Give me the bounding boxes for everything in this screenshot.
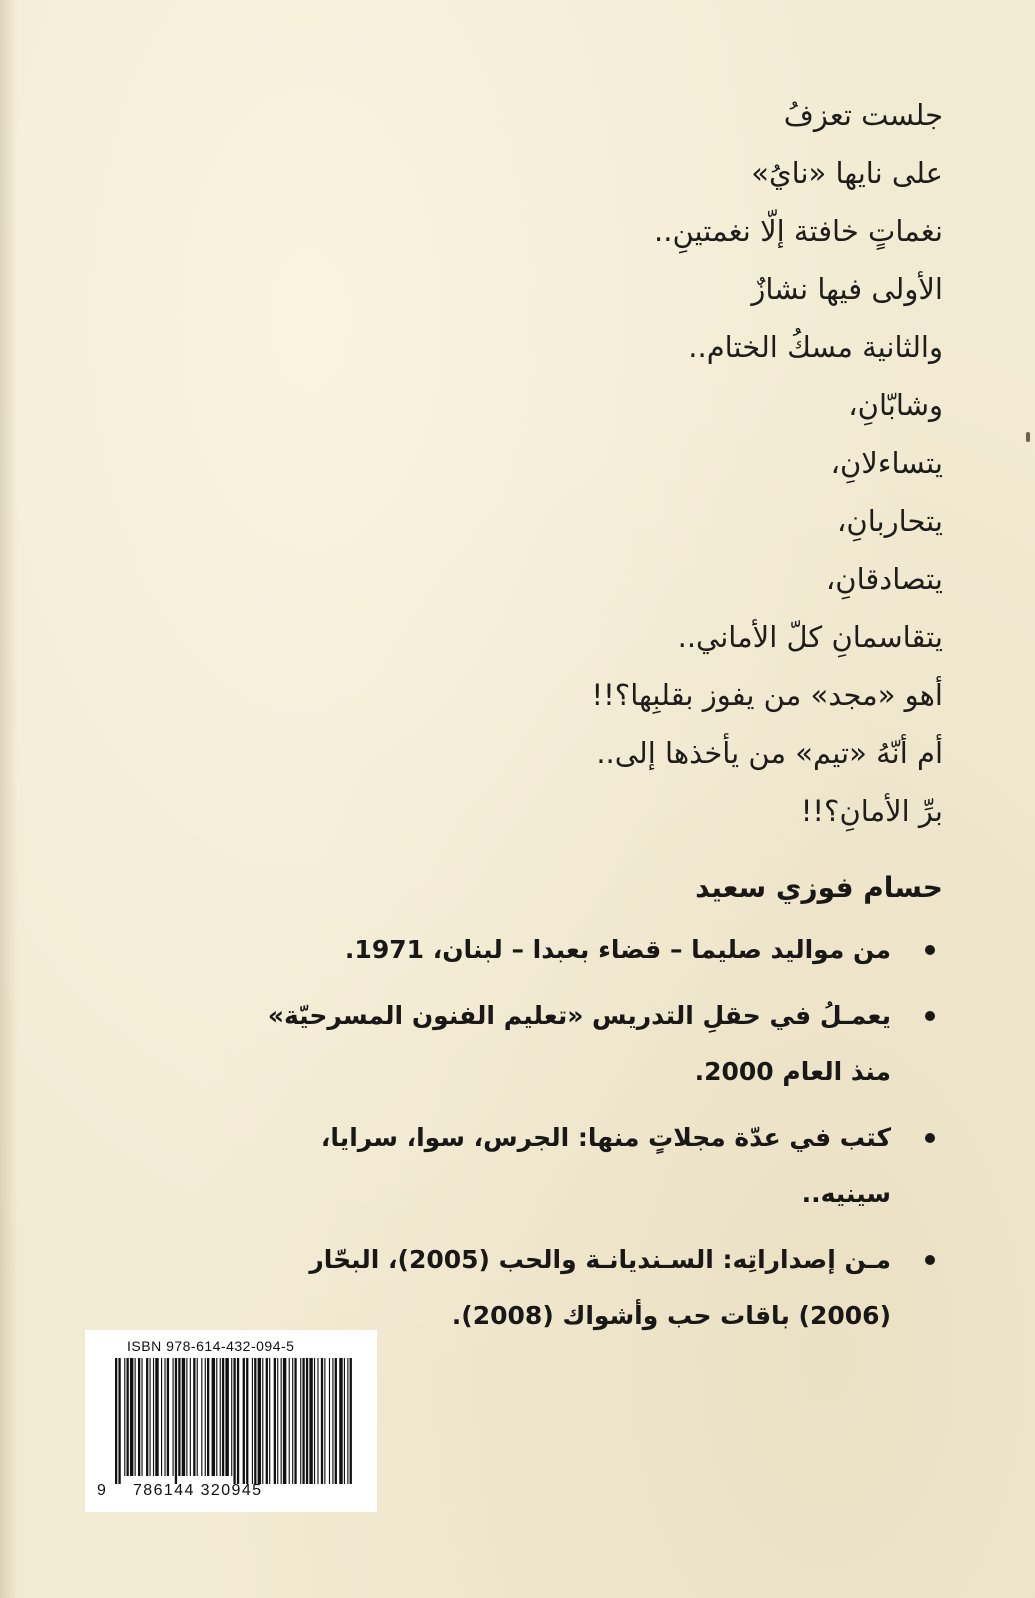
barcode-bar [190, 1358, 191, 1476]
bio-item [223, 922, 943, 978]
barcode-bar [332, 1358, 333, 1484]
barcode-bar [274, 1358, 276, 1484]
barcode-bar [175, 1358, 177, 1484]
poem-line: برِّ الأمانِ؟!! [800, 794, 943, 828]
barcode-bar [138, 1358, 140, 1476]
barcode-bar [193, 1358, 195, 1476]
barcode-bar [118, 1358, 120, 1484]
barcode-bar [314, 1358, 315, 1484]
barcode-bar [164, 1358, 165, 1476]
barcode-bar [309, 1358, 312, 1484]
poem-line: على نايها «نايُ» [751, 156, 943, 190]
barcode-bar [141, 1358, 142, 1476]
poem-line: يتحاربانِ، [837, 504, 943, 538]
bullet-icon [925, 1011, 935, 1021]
author-name: حسام فوزي سعيد [695, 871, 943, 904]
barcode-bar [115, 1358, 117, 1484]
barcode-bar [281, 1358, 282, 1484]
barcode-bar [335, 1358, 337, 1484]
barcode-bar [146, 1358, 148, 1476]
barcode-bar [266, 1358, 268, 1484]
barcode-bar [216, 1358, 217, 1476]
barcode-bar [237, 1358, 239, 1484]
barcode-digit-group: 786144 320945 [133, 1482, 263, 1499]
poem-line: يتصادقانِ، [825, 562, 943, 596]
barcode-bar [207, 1358, 209, 1476]
poem-line: جلست تعزفُ [783, 98, 943, 132]
barcode-bar [186, 1358, 187, 1476]
poem-line: يتقاسمانِ كلّ الأماني.. [677, 620, 943, 654]
barcode-bar [233, 1358, 235, 1484]
barcode-bar [127, 1358, 129, 1476]
barcode-digits [97, 1482, 369, 1504]
poem-line: وشابّانِ، [848, 388, 943, 422]
poem-line: أهو «مجد» من يفوز بقلبِها؟!! [591, 678, 943, 712]
barcode-bar [321, 1358, 323, 1484]
bio-item-text: من مواليد صليما – قضاء بعبدا – لبنان، 1971. [344, 935, 891, 964]
barcode-bar [130, 1358, 133, 1476]
author-bio [223, 860, 943, 1354]
bio-item [223, 1110, 943, 1222]
barcode-bar [167, 1358, 169, 1476]
poem-line: الأولى فيها نشازٌ [751, 272, 943, 306]
isbn-label: ISBN 978-614-432-094-5 [127, 1338, 295, 1354]
barcode-bar [243, 1358, 245, 1484]
bio-item-text: مـن إصداراتِه: السـنديانـة والحب (2005)، البحّار (2006) باقات حب وأشواك (2008). [309, 1245, 891, 1330]
edge-mark [1026, 432, 1030, 442]
barcode-bar [292, 1358, 293, 1484]
barcode-bar [339, 1358, 342, 1484]
barcode-bar [347, 1358, 348, 1484]
bio-item-text: كتب في عدّة مجلاتٍ منها: الجرس، سوا، سرايا، سينيه.. [320, 1123, 891, 1208]
barcode-bar [150, 1358, 151, 1476]
poem-line: يتساءلانِ، [830, 446, 943, 480]
barcode-bar [222, 1358, 224, 1476]
barcode-bar [225, 1358, 228, 1476]
poem-block [323, 86, 943, 840]
bio-item [223, 1232, 943, 1344]
barcode-bar [350, 1358, 352, 1484]
barcode-bar [155, 1358, 158, 1476]
barcode-bar [197, 1358, 198, 1476]
barcode-bar [205, 1358, 206, 1476]
poem-line: أم أنّهُ «تيم» من يأخذها إلى.. [596, 736, 943, 770]
bullet-icon [925, 945, 935, 955]
barcode-lead-digit: 9 [97, 1482, 106, 1499]
barcode-bar [269, 1358, 270, 1484]
barcode-bar [294, 1358, 296, 1484]
barcode-bar [201, 1358, 202, 1476]
barcode-bar [329, 1358, 330, 1484]
barcode-bar [246, 1358, 248, 1484]
barcode-bar [262, 1358, 263, 1484]
barcode-bar [317, 1358, 318, 1484]
barcode-bar [252, 1358, 253, 1484]
barcode-bar [212, 1358, 215, 1476]
barcode-bar [220, 1358, 221, 1476]
barcode-bar [178, 1358, 180, 1476]
isbn-barcode [85, 1330, 377, 1512]
barcode-bar [258, 1358, 261, 1484]
barcode-bars [115, 1358, 353, 1484]
barcode-bar [283, 1358, 286, 1484]
barcode-bar [173, 1358, 174, 1476]
bio-list [223, 922, 943, 1344]
barcode-bar [231, 1358, 232, 1476]
barcode-bar [124, 1358, 125, 1476]
poem-line: والثانية مسكُ الختام.. [688, 330, 943, 364]
barcode-bar [161, 1358, 162, 1476]
barcode-bar [300, 1358, 301, 1484]
cover-edge-shadow [0, 0, 18, 1598]
barcode-bar [153, 1358, 154, 1476]
barcode-bar [182, 1358, 185, 1476]
barcode-bar [277, 1358, 278, 1484]
bio-item-text: يعمـلُ في حقلِ التدريس «تعليم الفنون المسرحيّة» منذ العام 2000. [267, 1001, 891, 1086]
bio-item [223, 988, 943, 1100]
barcode-bar [302, 1358, 304, 1484]
barcode-bar [289, 1358, 290, 1484]
barcode-bar [135, 1358, 136, 1476]
bullet-icon [925, 1133, 935, 1143]
barcode-bar [254, 1358, 256, 1484]
barcode-bar [306, 1358, 308, 1484]
barcode-bar [344, 1358, 345, 1484]
bullet-icon [925, 1255, 935, 1265]
barcode-bar [324, 1358, 325, 1484]
poem-line: نغماتٍ خافتة إلّا نغمتينِ.. [654, 214, 943, 248]
